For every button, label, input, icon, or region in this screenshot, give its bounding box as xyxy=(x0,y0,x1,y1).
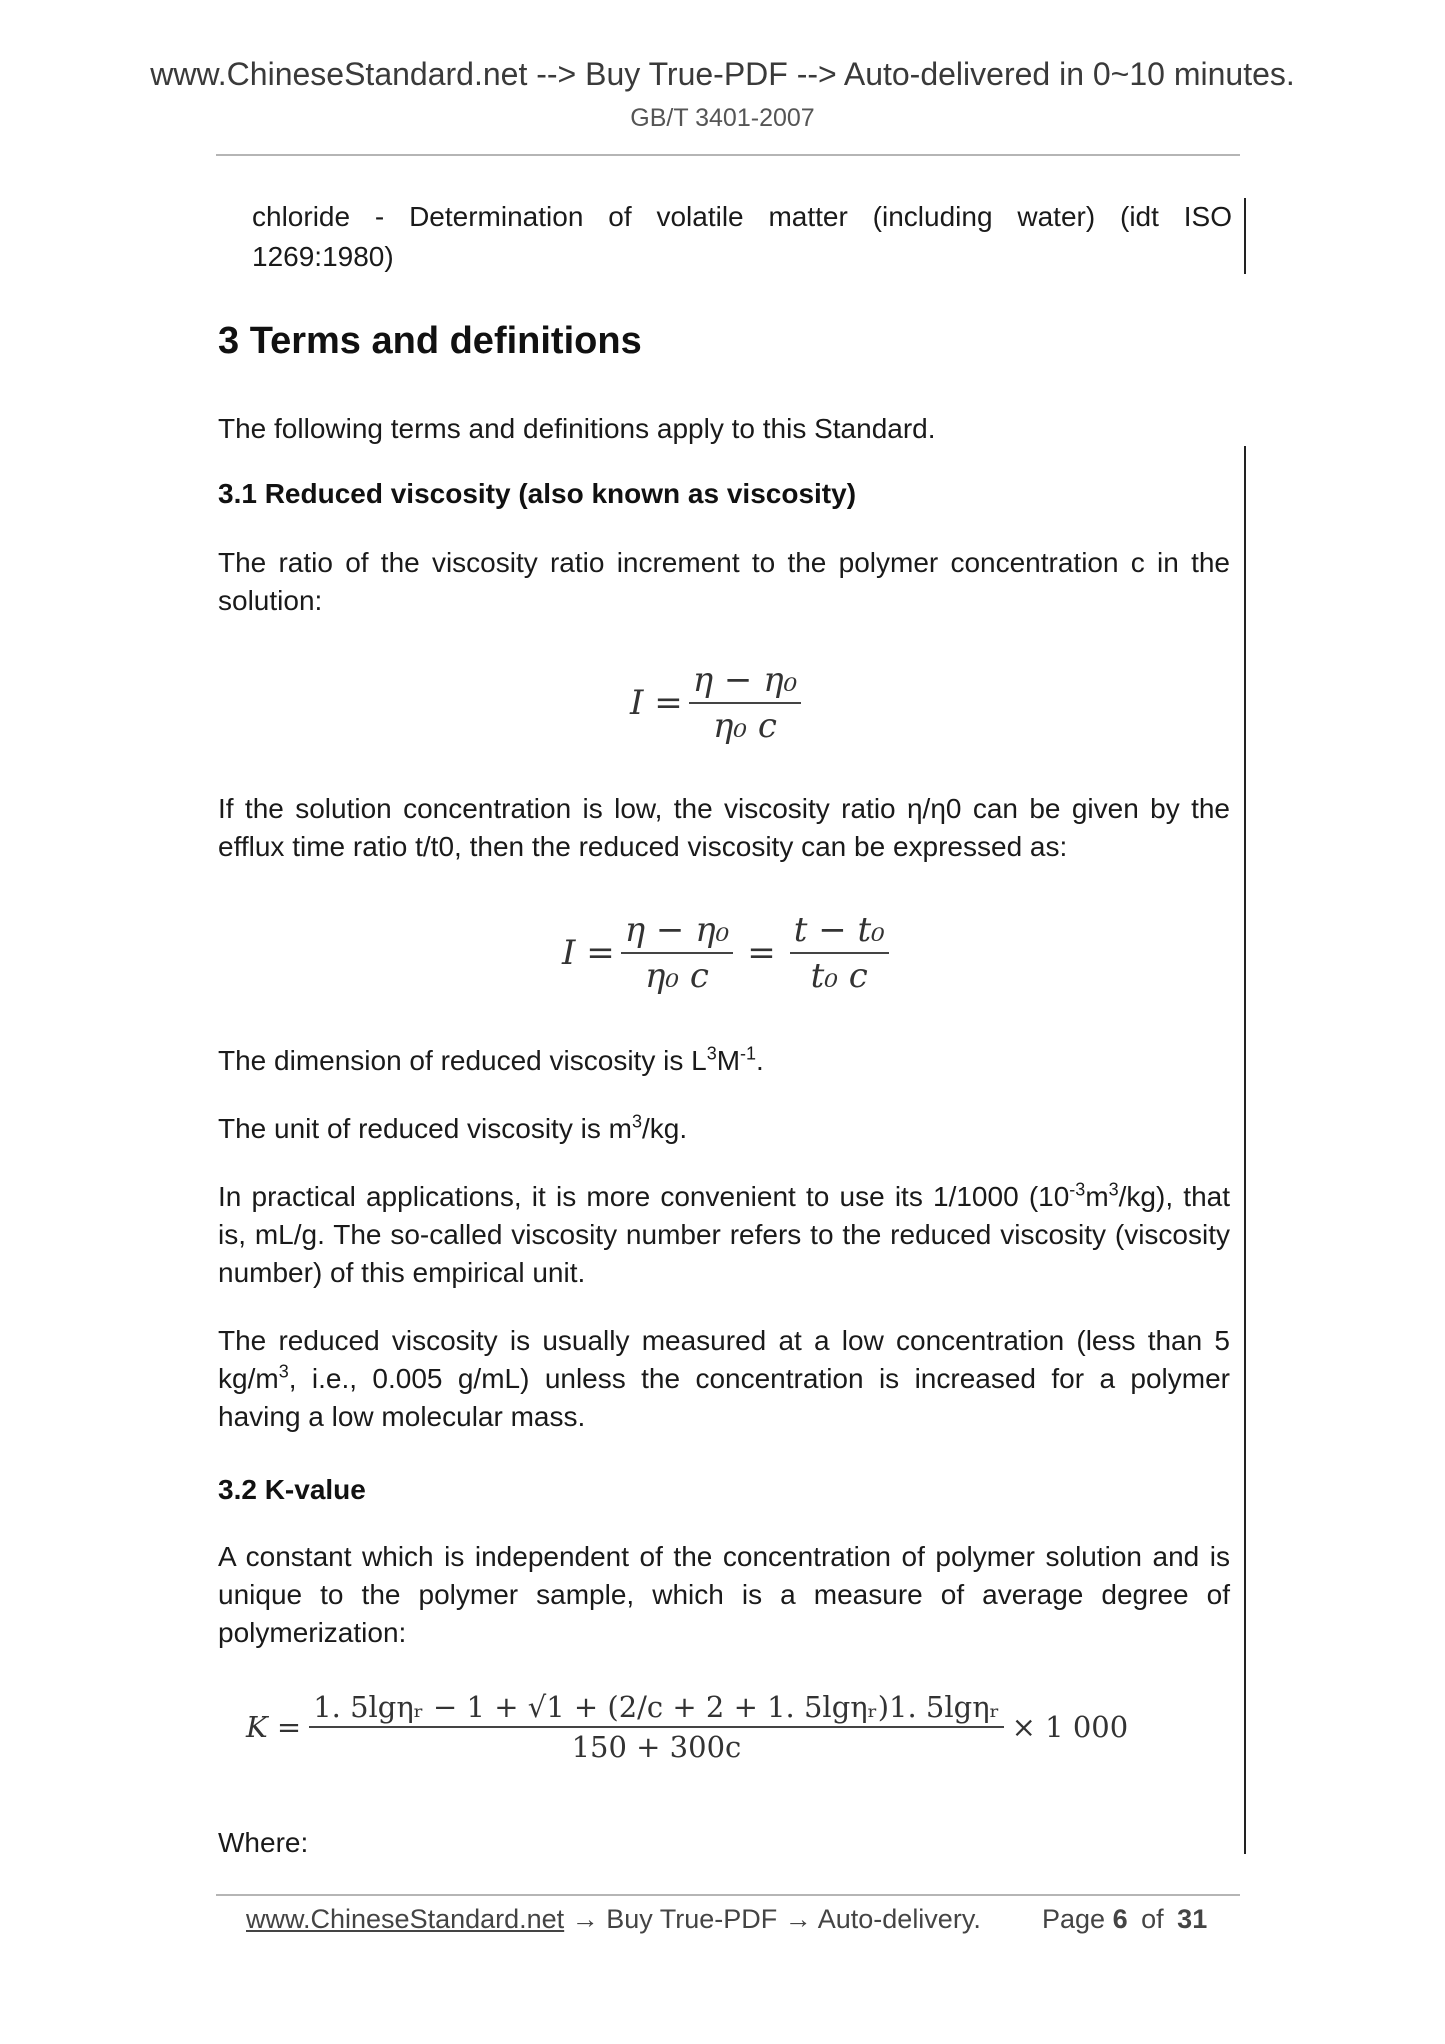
footer-link[interactable]: www.ChineseStandard.net xyxy=(246,1904,565,1934)
formula-fraction xyxy=(621,910,733,996)
formula-denominator: 150 + 300c xyxy=(571,1730,742,1764)
formula-numerator: η − η₀ xyxy=(689,660,801,704)
formula-reduced-viscosity-efflux xyxy=(562,910,895,996)
formula-numerator: 1. 5lgηᵣ − 1 + √1 + (2/c + 2 + 1. 5lgηᵣ)1. 5lgηᵣ xyxy=(309,1690,1003,1728)
of-label: of xyxy=(1141,1904,1164,1934)
practical-applications-paragraph xyxy=(218,1178,1230,1292)
formula-reduced-viscosity xyxy=(630,660,807,746)
reference-continuation-line1: chloride - Determination of volatile matter (including water) (idt ISO xyxy=(252,201,1232,232)
change-bar xyxy=(1244,198,1246,274)
measurement-text: The reduced viscosity is usually measured at a low concentration (less than 5 kg/m xyxy=(218,1325,1230,1394)
unit-superscript: 3 xyxy=(631,1111,642,1132)
measurement-paragraph xyxy=(218,1322,1230,1436)
formula-k-value xyxy=(246,1690,1128,1764)
dimension-text: The dimension of reduced viscosity is L xyxy=(218,1045,707,1076)
footer-rule xyxy=(216,1894,1240,1896)
dimension-text: M xyxy=(716,1045,741,1076)
formula-lhs: K = xyxy=(246,1710,302,1744)
reduced-viscosity-definition: The ratio of the viscosity ratio increment to the polymer concentration c in the solution: xyxy=(218,547,1230,616)
dimension-paragraph xyxy=(218,1042,1230,1080)
formula-numerator: η − η₀ xyxy=(621,910,733,954)
dimension-text: . xyxy=(756,1045,764,1076)
subsection-title-3-2: 3.2 K-value xyxy=(218,1474,366,1505)
dimension-superscript: -1 xyxy=(740,1043,757,1064)
unit-text: The unit of reduced viscosity is m xyxy=(218,1113,632,1144)
practical-text: m xyxy=(1085,1181,1109,1212)
formula-equals: = xyxy=(747,933,776,973)
low-concentration-paragraph: If the solution concentration is low, the viscosity ratio η/η0 can be given by the efflux time ratio t/t0, then the reduced viscosity can be expressed as: xyxy=(218,793,1230,862)
page-total: 31 xyxy=(1177,1904,1208,1934)
practical-superscript: -3 xyxy=(1069,1179,1086,1200)
change-bar xyxy=(1244,446,1246,1854)
formula-denominator: η₀ c xyxy=(645,956,709,996)
page-label: Page xyxy=(1042,1904,1106,1934)
measurement-superscript: 3 xyxy=(278,1361,289,1382)
unit-paragraph xyxy=(218,1110,1230,1148)
formula-fraction xyxy=(790,910,889,996)
formula-multiplier: × 1 000 xyxy=(1011,1710,1129,1744)
formula-numerator: t − t₀ xyxy=(790,910,889,954)
unit-text: /kg. xyxy=(641,1113,688,1144)
subsection-title-3-1: 3.1 Reduced viscosity (also known as viscosity) xyxy=(218,478,857,509)
practical-superscript: 3 xyxy=(1108,1179,1119,1200)
formula-lhs: I = xyxy=(630,683,683,723)
practical-text: /kg), that is, mL/g. The so-called viscosity number refers to the reduced viscosity (viscosity number) of this empirical unit. xyxy=(218,1181,1230,1288)
practical-text: In practical applications, it is more convenient to use its 1/1000 (10 xyxy=(218,1181,1070,1212)
formula-fraction xyxy=(689,660,801,746)
where-label: Where: xyxy=(218,1827,309,1858)
intro-paragraph: The following terms and definitions apply to this Standard. xyxy=(218,413,936,444)
formula-fraction xyxy=(309,1690,1003,1764)
footer-text: → Buy True-PDF → Auto-delivery. xyxy=(564,1904,981,1934)
measurement-text: , i.e., 0.005 g/mL) unless the concentration is increased for a polymer having a low molecular mass. xyxy=(218,1363,1230,1432)
page-indicator xyxy=(1042,1904,1207,1935)
page-number: 6 xyxy=(1112,1904,1128,1934)
header-rule xyxy=(216,154,1240,156)
formula-denominator: η₀ c xyxy=(713,706,777,746)
formula-lhs: I = xyxy=(562,933,615,973)
footer-left xyxy=(246,1904,981,1935)
formula-denominator: t₀ c xyxy=(810,956,868,996)
dimension-superscript: 3 xyxy=(706,1043,717,1064)
reference-continuation-line2: 1269:1980) xyxy=(252,241,394,272)
section-title: 3 Terms and definitions xyxy=(218,320,642,362)
document-code: GB/T 3401-2007 xyxy=(630,104,815,132)
top-banner: www.ChineseStandard.net --> Buy True-PDF --> Auto-delivered in 0~10 minutes. xyxy=(150,56,1295,92)
k-value-definition: A constant which is independent of the concentration of polymer solution and is unique to the polymer sample, which is a measure of average degree of polymerization: xyxy=(218,1541,1230,1648)
